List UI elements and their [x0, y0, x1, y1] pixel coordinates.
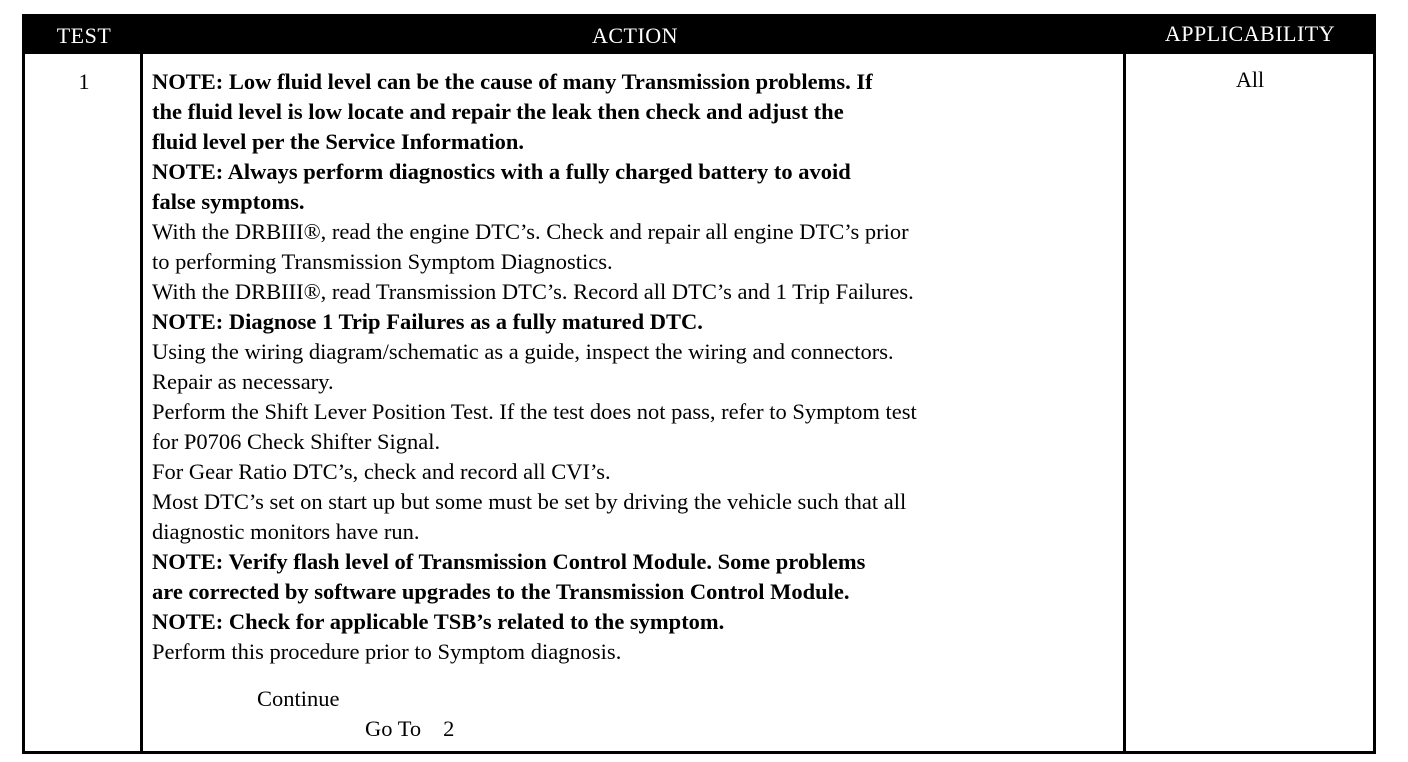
- instruction-line: For Gear Ratio DTC’s, check and record all CVI’s.: [152, 459, 611, 484]
- test-number: 1: [78, 69, 90, 94]
- applicability-value: All: [1235, 67, 1265, 92]
- header-test: TEST: [56, 23, 112, 48]
- instruction-line: Perform the Shift Lever Position Test. If the test does not pass, refer to Symptom test: [152, 399, 917, 424]
- instruction-line: for P0706 Check Shifter Signal.: [152, 429, 441, 454]
- instruction-line: With the DRBIII®, read Transmission DTC’s. Record all DTC’s and 1 Trip Failures.: [152, 279, 914, 304]
- note-line: NOTE: Check for applicable TSB’s related to the symptom.: [152, 609, 725, 634]
- column-divider-test: [140, 54, 143, 751]
- goto-number: 2: [443, 716, 455, 741]
- column-divider-applicability: [1123, 54, 1126, 751]
- action-text: [152, 67, 1117, 667]
- instruction-line: diagnostic monitors have run.: [152, 519, 420, 544]
- table-header: [25, 17, 1373, 54]
- instruction-line: Repair as necessary.: [152, 369, 334, 394]
- note-line: fluid level per the Service Information.: [152, 129, 525, 154]
- diagnostic-table: [22, 14, 1376, 754]
- note-line: are corrected by software upgrades to the Transmission Control Module.: [152, 579, 850, 604]
- continue-label: Continue: [257, 686, 340, 711]
- goto-instruction: [365, 716, 454, 742]
- note-line: false symptoms.: [152, 189, 305, 214]
- header-action: ACTION: [591, 23, 679, 48]
- instruction-line: Most DTC’s set on start up but some must be set by driving the vehicle such that all: [152, 489, 907, 514]
- instruction-line: to performing Transmission Symptom Diagnostics.: [152, 249, 613, 274]
- goto-label: Go To: [365, 716, 422, 741]
- note-line: NOTE: Always perform diagnostics with a fully charged battery to avoid: [152, 159, 851, 184]
- note-line: the fluid level is low locate and repair the leak then check and adjust the: [152, 99, 844, 124]
- instruction-line: Using the wiring diagram/schematic as a guide, inspect the wiring and connectors.: [152, 339, 894, 364]
- instruction-line: Perform this procedure prior to Symptom diagnosis.: [152, 639, 622, 664]
- note-line: NOTE: Low fluid level can be the cause of many Transmission problems. If: [152, 69, 873, 94]
- note-line: NOTE: Verify flash level of Transmission Control Module. Some problems: [152, 549, 866, 574]
- note-line: NOTE: Diagnose 1 Trip Failures as a fully matured DTC.: [152, 309, 703, 334]
- header-applicability: APPLICABILITY: [1164, 21, 1336, 46]
- instruction-line: With the DRBIII®, read the engine DTC’s. Check and repair all engine DTC’s prior: [152, 219, 909, 244]
